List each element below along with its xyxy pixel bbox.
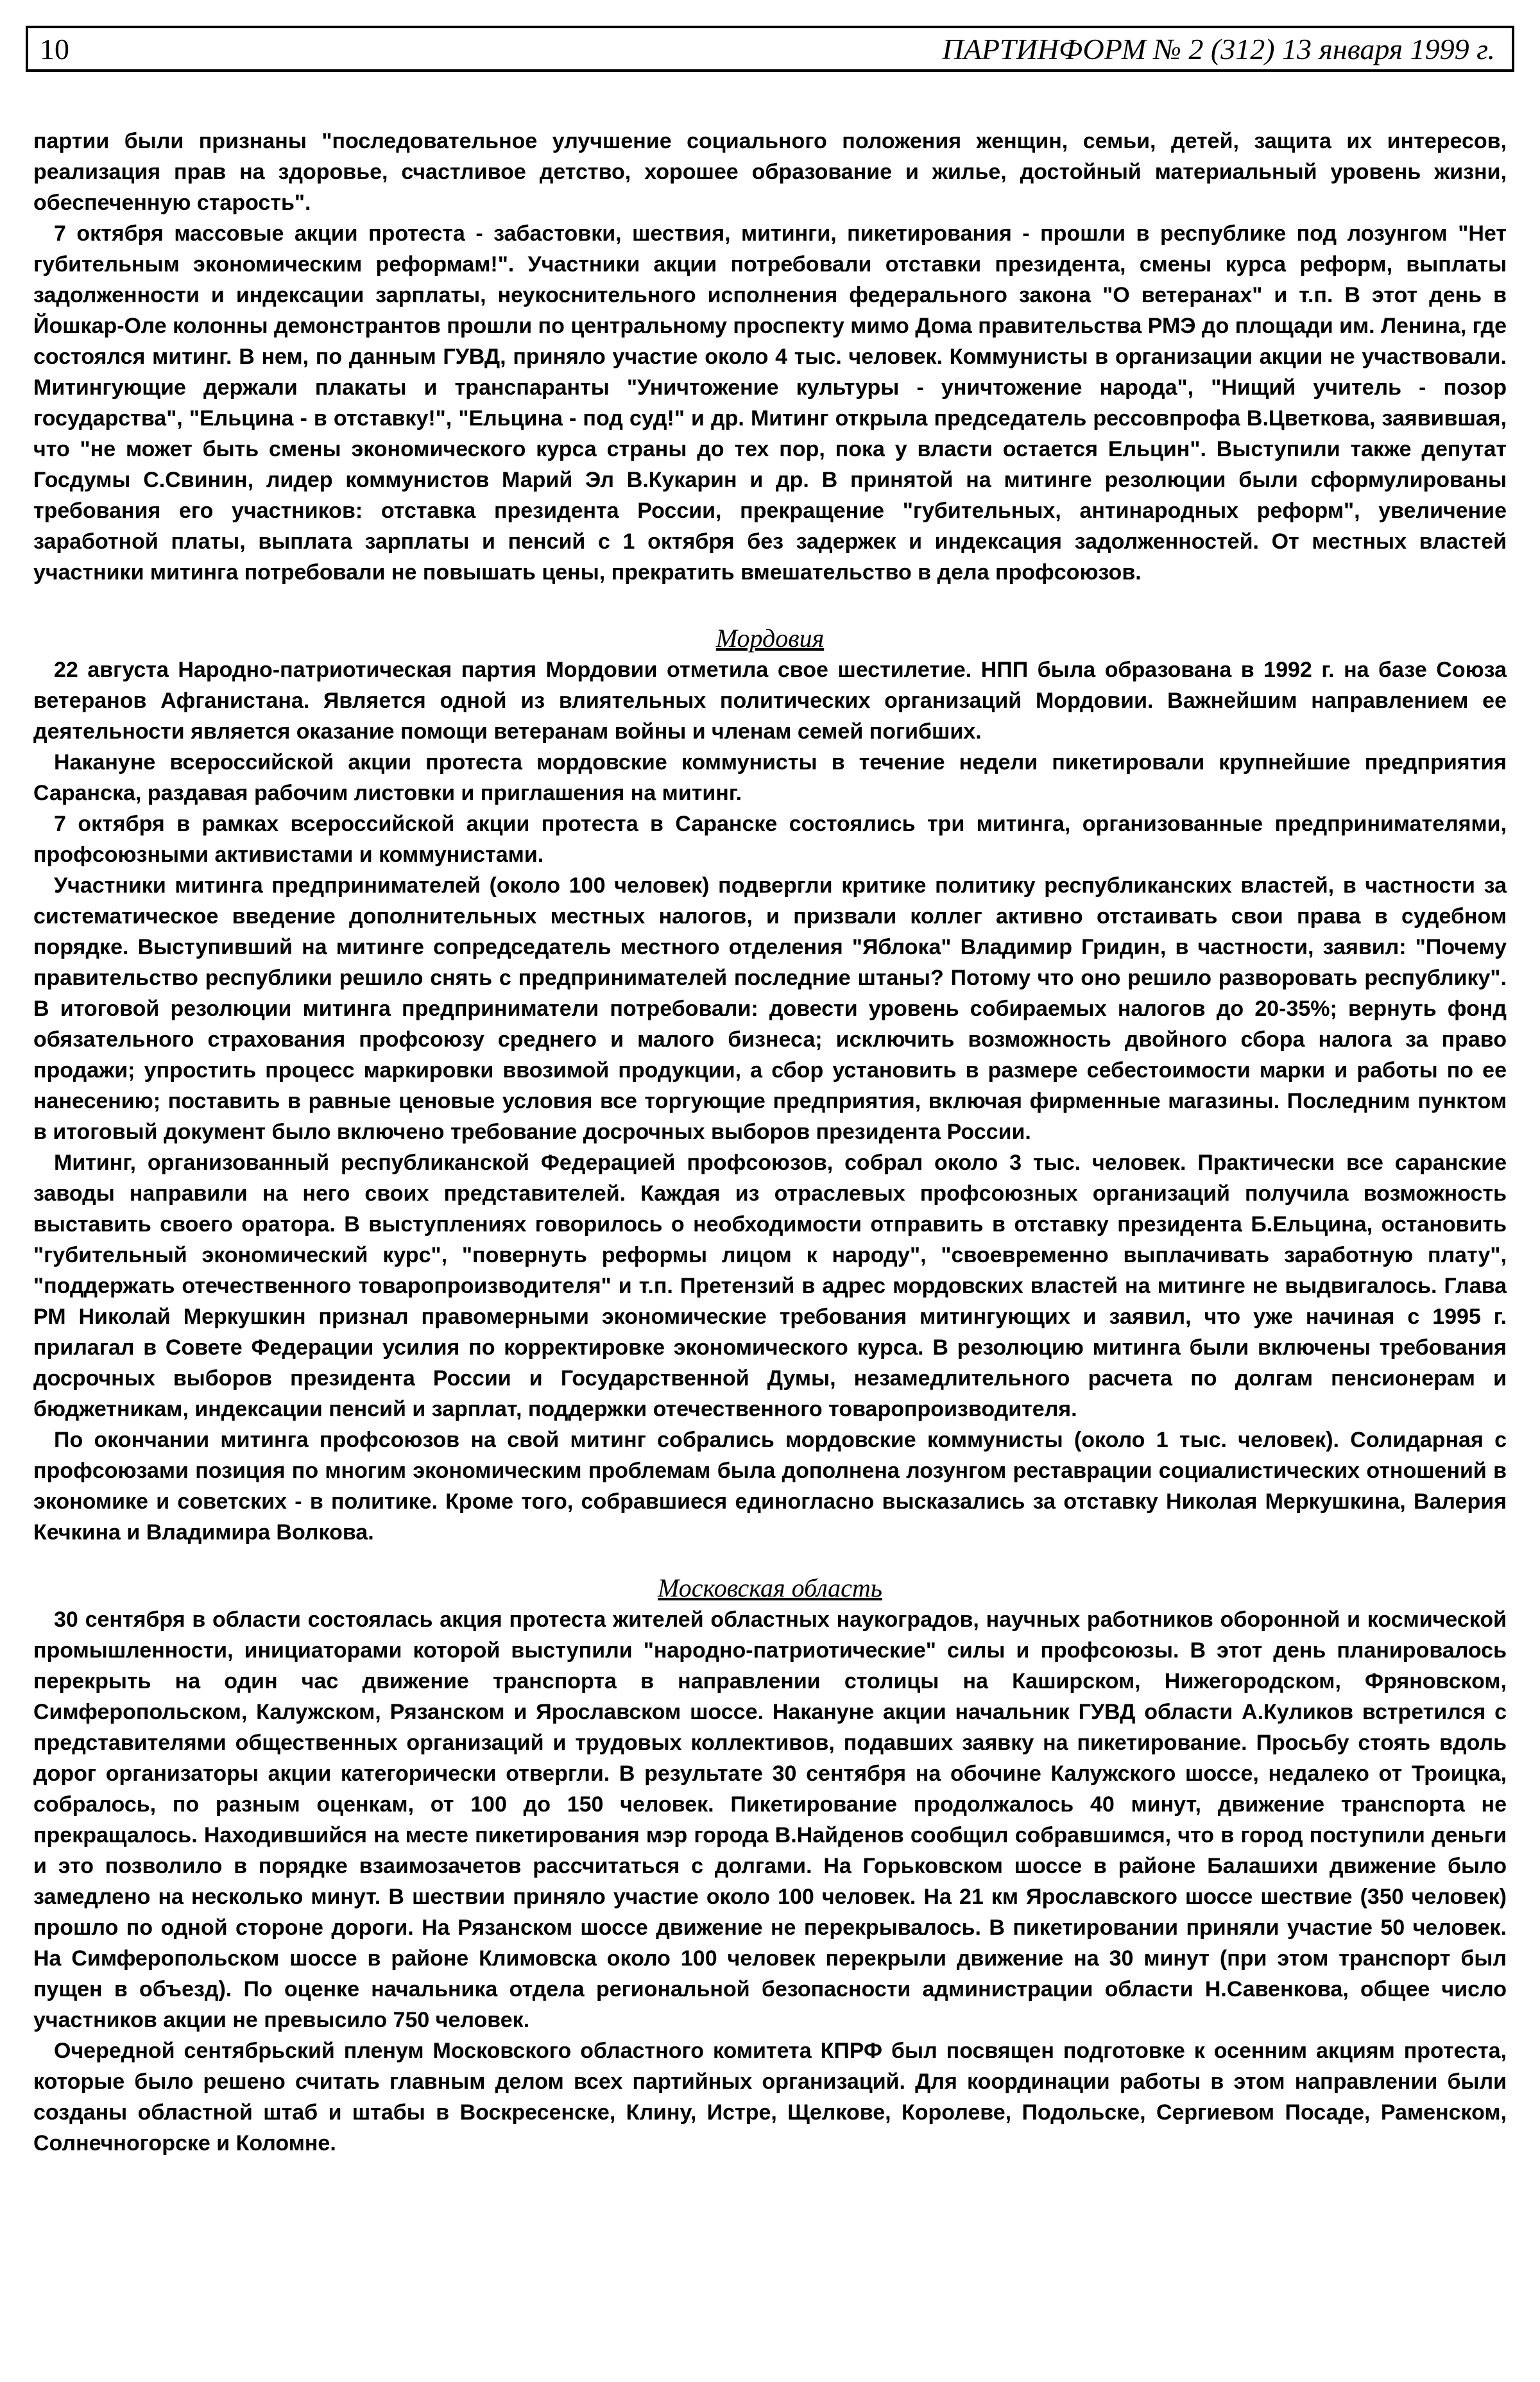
moscow-oblast-paragraph: Очередной сентябрьский пленум Московского областного комитета КПРФ был посвящен подготовке к осенним акциям протеста, которые было решено считать главным делом всех партийных организаций. Для координации работы в этом направлении были созданы областной штаб и штабы в Воскресенске, Клину, Истре, Щелкове, Королеве, Подольске, Сергиевом Посаде, Раменском, Солнечногорске и Коломне. [33, 2039, 1507, 2155]
mordovia-paragraph: 7 октября в рамках всероссийской акции протеста в Саранске состоялись три митинга, организованные предпринимателями, профсоюзными активистами и коммунистами. [33, 812, 1507, 867]
article-body [33, 126, 1507, 2159]
page-number: 10 [40, 32, 69, 65]
publication-title: ПАРТИНФОРМ № 2 (312) 13 января 1999 г. [942, 32, 1495, 65]
mordovia-paragraph: Митинг, организованный республиканской Федерацией профсоюзов, собрал около 3 тыс. человек. Практически все саранские заводы направили на него своих представителей. Каждая из отраслевых профсоюзных организаций получила возможность выставить своего оратора. В выступлениях говорилось о необходимости отправить в отставку президента Б.Ельцина, остановить "губительный экономический курс", "повернуть реформы лицом к народу", "своевременно выплачивать заработную плату", "поддержать отечественного товаропроизводителя" и т.п. Претензий в адрес мордовских властей на митинге не выдвигалось. Глава РМ Николай Меркушкин признал правомерными экономические требования митингующих и заявил, что уже начиная с 1995 г. прилагал в Совете Федерации усилия по корректировке экономического курса. В резолюцию митинга были включены требования досрочных выборов президента России и Государственной Думы, незамедлительного расчета по долгам пенсионерам и бюджетникам, индексации пенсий и зарплат, поддержки отечественного товаропроизводителя. [33, 1151, 1507, 1421]
intro-paragraph: 7 октября массовые акции протеста - забастовки, шествия, митинги, пикетирования - прошли в республике под лозунгом "Нет губительным экономическим реформам!". Участники акции потребовали отставки президента, смены курса реформ, выплаты задолженности и индексации зарплаты, неукоснительного исполнения федерального закона "О ветеранах" и т.п. В этот день в Йошкар-Оле колонны демонстрантов прошли по центральному проспекту мимо Дома правительства РМЭ до площади им. Ленина, где состоялся митинг. В нем, по данным ГУВД, приняло участие около 4 тыс. человек. Коммунисты в организации акции не участвовали. Митингующие держали плакаты и транспаранты "Уничтожение культуры - уничтожение народа", "Нищий учитель - позор государства", "Ельцина - в отставку!", "Ельцина - под суд!" и др. Митинг открыла председатель рессовпрофа В.Цветкова, заявившая, что "не может быть смены экономического курса страны до тех пор, пока у власти остается Ельцин". Выступили также депутат Госдумы С.Свинин, лидер коммунистов Марий Эл В.Кукарин и др. В принятой на митинге резолюции были сформулированы требования его участников: отставка президента России, прекращение "губительных, антинародных реформ", увеличение заработной платы, выплата зарплаты и пенсий с 1 октября без задержек и индексация задолженностей. От местных властей участники митинга потребовали не повышать цены, прекратить вмешательство в дела профсоюзов. [33, 221, 1507, 585]
intro-paragraph: партии были признаны "последовательное улучшение социального положения женщин, семьи, детей, защита их интересов, реализация прав на здоровье, счастливое детство, хорошее образование и жилье, достойный материальный уровень жизни, обеспеченную старость". [33, 129, 1507, 215]
page-header [26, 26, 1514, 72]
moscow-oblast-paragraph: 30 сентября в области состоялась акция протеста жителей областных наукоградов, научных работников оборонной и космической промышленности, инициаторами которой выступили "народно-патриотические" силы и профсоюзы. В этот день планировалось перекрыть на один час движение транспорта в направлении столицы на Каширском, Нижегородском, Фряновском, Симферопольском, Калужском, Рязанском и Ярославском шоссе. Накануне акции начальник ГУВД области А.Куликов встретился с представителями общественных организаций и трудовых коллективов, подавших заявку на пикетирование. Просьбу стоять вдоль дорог организаторы акции категорически отвергли. В результате 30 сентября на обочине Калужского шоссе, недалеко от Троицка, собралось, по разным оценкам, от 100 до 150 человек. Пикетирование продолжалось 40 минут, движение транспорта не прекращалось. Находившийся на месте пикетирования мэр города В.Найденов сообщил собравшимся, что в город поступили деньги и это позволило в порядке взаимозачетов рассчитаться с долгами. На Горьковском шоссе в районе Балашихи движение было замедлено на несколько минут. В шествии приняло участие около 100 человек. На 21 км Ярославского шоссе шествие (350 человек) прошло по одной стороне дороги. На Рязанском шоссе движение не перекрывалось. В пикетировании приняли участие 50 человек. На Симферопольском шоссе в районе Климовска около 100 человек перекрыли движение на 30 минут (при этом транспорт был пущен в объезд). По оценке начальника отдела региональной безопасности администрации области Н.Савенкова, общее число участников акции не превысило 750 человек. [33, 1607, 1507, 2032]
mordovia-paragraph: 22 августа Народно-патриотическая партия Мордовии отметила свое шестилетие. НПП была образована в 1992 г. на базе Союза ветеранов Афганистана. Является одной из влиятельных политических организаций Мордовии. Важнейшим направлением ее деятельности является оказание помощи ветеранам войны и членам семей погибших. [33, 658, 1507, 744]
section-title-mordovia: Мордовия [715, 624, 825, 653]
mordovia-paragraph: Накануне всероссийской акции протеста мордовские коммунисты в течение недели пикетировали крупнейшие предприятия Саранска, раздавая рабочим листовки и приглашения на митинг. [33, 750, 1507, 805]
mordovia-paragraph: Участники митинга предпринимателей (около 100 человек) подвергли критике политику республиканских властей, в частности за систематическое введение дополнительных местных налогов, и призвали коллег активно отстаивать свои права в судебном порядке. Выступивший на митинге сопредседатель местного отделения "Яблока" Владимир Гридин, в частности, заявил: "Почему правительство республики решило снять с предпринимателей последние штаны? Потому что оно решило разворовать республику". В итоговой резолюции митинга предприниматели потребовали: довести уровень собираемых налогов до 20-35%; вернуть фонд обязательного страхования профсоюзу среднего и малого бизнеса; исключить возможность двойного сбора налога за право продажи; упростить процесс маркировки ввозимой продукции, а сбор установить в размере себестоимости марки и работы по ее нанесению; поставить в равные ценовые условия все торгующие предприятия, включая фирменные магазины. Последним пунктом в итоговый документ было включено требование досрочных выборов президента России. [33, 873, 1507, 1144]
section-title-moscow-oblast: Московская область [658, 1573, 882, 1602]
mordovia-paragraph: По окончании митинга профсоюзов на свой митинг собрались мордовские коммунисты (около 1 тыс. человек). Солидарная с профсоюзами позиция по многим экономическим проблемам была дополнена лозунгом реставрации социалистических отношений в экономике и советских - в политике. Кроме того, собравшиеся единогласно высказались за отставку Николая Меркушкина, Валерия Кечкина и Владимира Волкова. [33, 1428, 1507, 1545]
